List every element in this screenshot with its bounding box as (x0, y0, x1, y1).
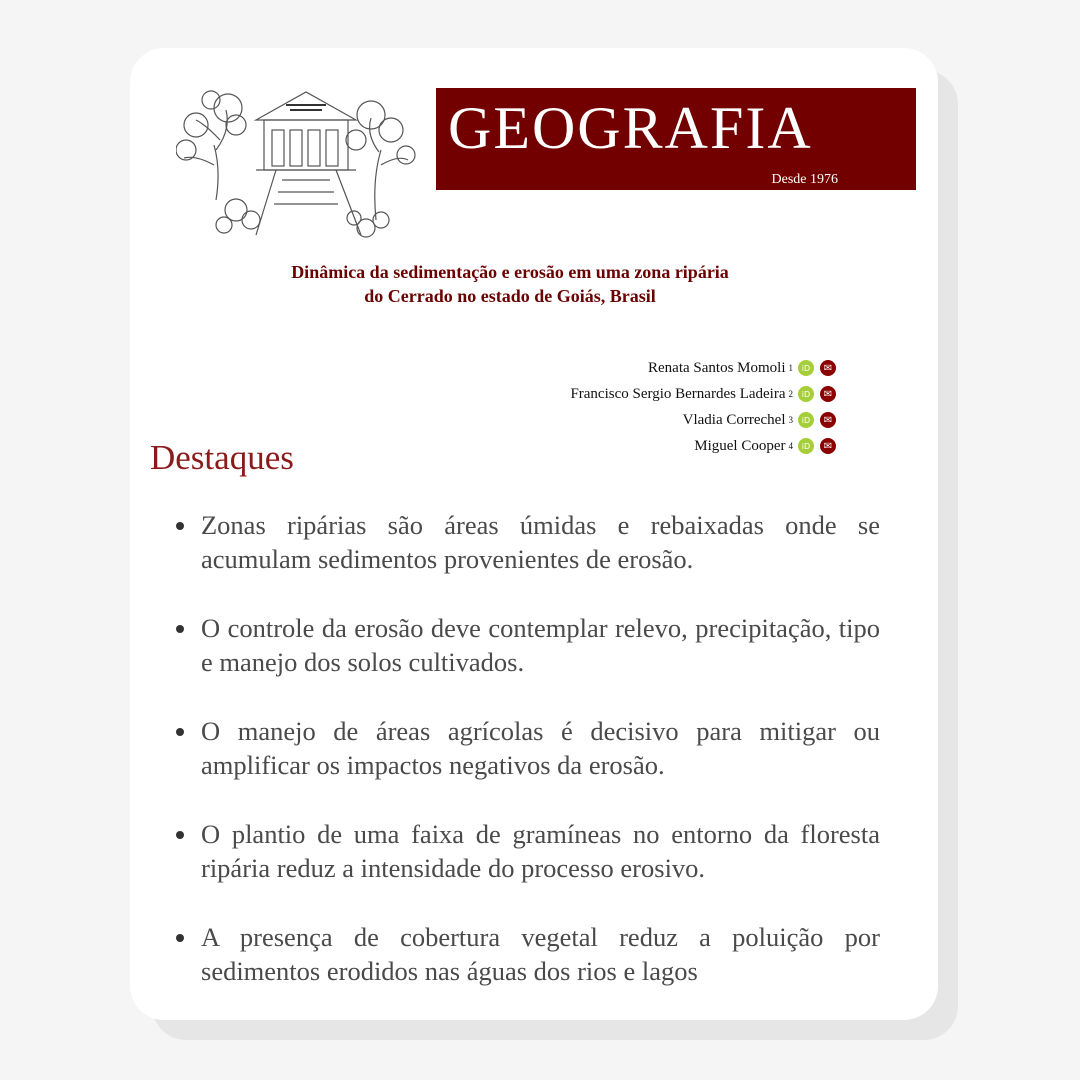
author-name: Renata Santos Momoli (648, 359, 786, 376)
orcid-icon[interactable]: iD (798, 386, 814, 402)
journal-name: GEOGRAFIA (448, 95, 813, 161)
section-heading: Destaques (150, 438, 294, 477)
author-affiliation: 4 (788, 441, 793, 451)
author-row (570, 381, 836, 407)
journal-banner (436, 88, 916, 190)
mail-icon[interactable]: ✉ (820, 360, 836, 376)
journal-header (146, 64, 916, 494)
mail-icon[interactable]: ✉ (820, 438, 836, 454)
journal-since: Desde 1976 (771, 172, 838, 187)
author-affiliation: 3 (788, 415, 793, 425)
mail-icon[interactable]: ✉ (820, 386, 836, 402)
list-item: O plantio de uma faixa de gramíneas no entorno da floresta ripária reduz a intensidade do processo erosivo. (172, 817, 880, 885)
orcid-icon[interactable]: iD (798, 412, 814, 428)
orcid-icon[interactable]: iD (798, 438, 814, 454)
author-name: Vladia Correchel (682, 411, 786, 428)
highlights-list (172, 508, 880, 1020)
orcid-icon[interactable]: iD (798, 360, 814, 376)
article-title-line2: do Cerrado no estado de Goiás, Brasil (364, 286, 656, 306)
building-logo-illustration (176, 70, 416, 240)
list-item: O controle da erosão deve contemplar relevo, precipitação, tipo e manejo dos solos cultivados. (172, 611, 880, 679)
mail-icon[interactable]: ✉ (820, 412, 836, 428)
author-row (570, 433, 836, 459)
author-row (570, 407, 836, 433)
author-affiliation: 2 (788, 389, 793, 399)
author-list (570, 355, 836, 459)
list-item: A presença de cobertura vegetal reduz a poluição por sedimentos erodidos nas águas dos rios e lagos (172, 920, 880, 988)
author-affiliation: 1 (788, 363, 793, 373)
post-card (130, 48, 938, 1020)
list-item: O manejo de áreas agrícolas é decisivo para mitigar ou amplificar os impactos negativos da erosão. (172, 714, 880, 782)
author-row (570, 355, 836, 381)
article-title-line1: Dinâmica da sedimentação e erosão em uma zona ripária (291, 262, 729, 282)
author-name: Miguel Cooper (694, 437, 786, 454)
article-title (186, 260, 834, 308)
list-item: Zonas ripárias são áreas úmidas e rebaixadas onde se acumulam sedimentos provenientes de erosão. (172, 508, 880, 576)
author-name: Francisco Sergio Bernardes Ladeira (570, 385, 786, 402)
